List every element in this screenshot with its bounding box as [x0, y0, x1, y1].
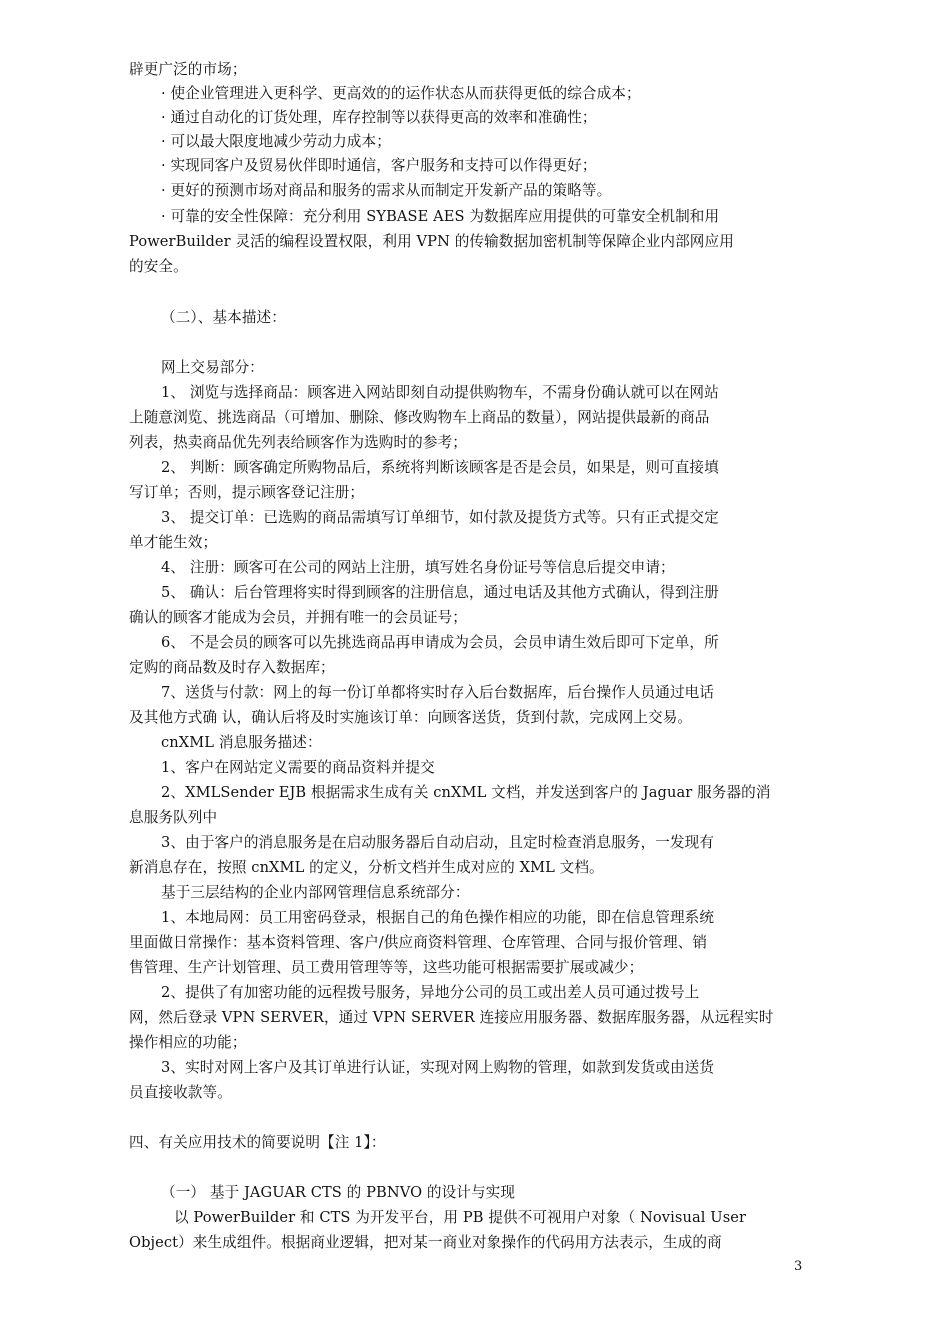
text-line: 2、提供了有加密功能的远程拨号服务，异地分公司的员工或出差人员可通过拨号上 [161, 984, 700, 1001]
text-line: Object）来生成组件。根据商业逻辑，把对某一商业对象操作的代码用方法表示，生成的商 [129, 1234, 722, 1251]
text-line: 3、由于客户的消息服务是在启动服务器后自动启动，且定时检查消息服务，一发现有 [161, 834, 715, 851]
text-line: 新消息存在，按照 cnXML 的定义，分析文档并生成对应的 XML 文档。 [129, 859, 604, 876]
text-line: 的安全。 [129, 258, 188, 275]
text-line: 息服务队列中 [129, 809, 218, 826]
text-line: 1、本地局网：员工用密码登录，根据自己的角色操作相应的功能，即在信息管理系统 [161, 909, 715, 926]
page-number: 3 [794, 1259, 803, 1274]
text-line: 售管理、生产计划管理、员工费用管理等等，这些功能可根据需要扩展或减少； [129, 959, 644, 976]
text-line: 5、 确认：后台管理将实时得到顾客的注册信息，通过电话及其他方式确认，得到注册 [161, 584, 719, 601]
subsection-heading: 网上交易部分： [161, 359, 264, 376]
text-line: 3、实时对网上客户及其订单进行认证，实现对网上购物的管理，如款到发货或由送货 [161, 1059, 715, 1076]
subsection-heading: cnXML 消息服务描述： [161, 734, 322, 751]
text-line: 及其他方式确 认，确认后将及时实施该订单：向顾客送货，货到付款，完成网上交易。 [129, 709, 693, 726]
text-line: 定购的商品数及时存入数据库； [129, 659, 335, 676]
bullet-item: · 实现同客户及贸易伙伴即时通信，客户服务和支持可以作得更好； [161, 157, 597, 174]
subsection-heading: （一） 基于 JAGUAR CTS 的 PBNVO 的设计与实现 [161, 1184, 516, 1201]
text-line: 以 PowerBuilder 和 CTS 为开发平台，用 PB 提供不可视用户对象（ Novisual User [174, 1209, 747, 1226]
text-line: 6、 不是会员的顾客可以先挑选商品再申请成为会员，会员申请生效后即可下定单，所 [161, 634, 719, 651]
text-line: 7、送货与付款：网上的每一份订单都将实时存入后台数据库，后台操作人员通过电话 [161, 684, 715, 701]
text-line: 4、 注册：顾客可在公司的网站上注册，填写姓名身份证号等信息后提交申请； [161, 559, 675, 576]
text-line: 3、 提交订单：已选购的商品需填写订单细节，如付款及提货方式等。只有正式提交定 [161, 509, 719, 526]
text-line: 2、XMLSender EJB 根据需求生成有关 cnXML 文档，并发送到客户的 Jaguar 服务器的消 [161, 784, 771, 801]
text-line: 1、客户在网站定义需要的商品资料并提交 [161, 759, 435, 776]
text-line: 操作相应的功能； [129, 1034, 247, 1051]
text-line: 上随意浏览、挑选商品（可增加、删除、修改购物车上商品的数量），网站提供最新的商品 [129, 409, 710, 426]
text-line: 单才能生效； [129, 534, 218, 551]
section-heading: 四、有关应用技术的简要说明【注 1】： [129, 1134, 386, 1151]
text-line: PowerBuilder 灵活的编程设置权限，利用 VPN 的传输数据加密机制等保障企业内部网应用 [129, 233, 734, 250]
text-line: 列表，热卖商品优先列表给顾客作为选购时的参考； [129, 434, 467, 451]
text-line: 网，然后登录 VPN SERVER，通过 VPN SERVER 连接应用服务器、数据库服务器，从远程实时 [129, 1009, 774, 1026]
bullet-item: · 可靠的安全性保障：充分利用 SYBASE AES 为数据库应用提供的可靠安全机制和用 [161, 208, 720, 225]
text-line: 里面做日常操作：基本资料管理、客户/供应商资料管理、仓库管理、合同与报价管理、销 [129, 934, 708, 951]
section-heading: （二）、基本描述： [161, 309, 286, 326]
text-line: 员直接收款等。 [129, 1084, 232, 1101]
text-line: 确认的顾客才能成为会员，并拥有唯一的会员证号； [129, 609, 467, 626]
bullet-item: · 更好的预测市场对商品和服务的需求从而制定开发新产品的策略等。 [161, 182, 612, 199]
text-line: 2、 判断：顾客确定所购物品后，系统将判断该顾客是否是会员，如果是，则可直接填 [161, 459, 719, 476]
text-line: 写订单；否则，提示顾客登记注册； [129, 484, 365, 501]
bullet-item: · 可以最大限度地减少劳动力成本； [161, 133, 391, 150]
bullet-item: · 通过自动化的订货处理，库存控制等以获得更高的效率和准确性； [161, 109, 597, 126]
subsection-heading: 基于三层结构的企业内部网管理信息系统部分： [161, 884, 470, 901]
bullet-item: · 使企业管理进入更科学、更高效的的运作状态从而获得更低的综合成本； [161, 85, 641, 102]
text-line: 1、 浏览与选择商品：顾客进入网站即刻自动提供购物车，不需身份确认就可以在网站 [161, 384, 719, 401]
text-line: 辟更广泛的市场； [129, 61, 247, 78]
